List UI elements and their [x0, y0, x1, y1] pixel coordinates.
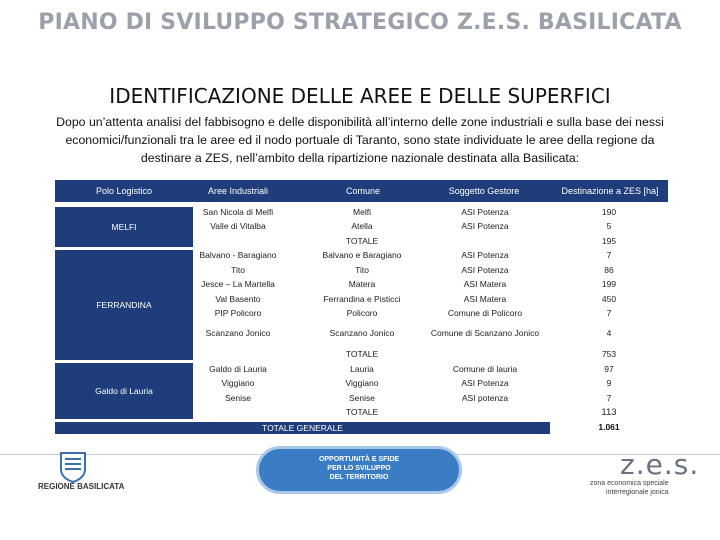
- cell-dest: 450: [601, 294, 617, 304]
- cell-comune: Melfi: [353, 207, 371, 217]
- cell-soggetto: ASI Potenza: [461, 250, 509, 260]
- cell-area: Senise: [225, 393, 251, 403]
- header-band: [542, 180, 552, 202]
- banner-line: PER LO SVILUPPO: [327, 465, 391, 472]
- header-aree: Aree Industriali: [200, 180, 276, 202]
- cell-soggetto: ASI Matera: [463, 294, 507, 304]
- cell-dest: 5: [606, 221, 612, 231]
- intro-line: destinare a ZES, nell’ambito della ripartizione nazionale destinata alla Basilicata:: [140, 151, 580, 165]
- header-band: [401, 180, 426, 202]
- cell-soggetto: Comune di lauria: [452, 364, 518, 374]
- cell-area: Viggiano: [221, 378, 255, 388]
- cell-soggetto: ASI potenza: [461, 393, 509, 403]
- cell-area: PIP Policoro: [214, 308, 262, 318]
- cell-dest: 97: [604, 364, 614, 374]
- cell-area: San Nicola di Melfi: [202, 207, 274, 217]
- cell-area: Val Basento: [215, 294, 261, 304]
- cell-soggetto: ASI Potenza: [461, 207, 509, 217]
- totale-generale-bar: TOTALE GENERALE: [55, 422, 550, 434]
- cell-comune: Viggiano: [345, 378, 379, 388]
- cell-soggetto: ASI Matera: [463, 279, 507, 289]
- banner-text: [256, 455, 462, 482]
- header-comune: Comune: [325, 180, 401, 202]
- page-title: PIANO DI SVILUPPO STRATEGICO Z.E.S. BASILICATA: [38, 10, 682, 35]
- regione-label: REGIONE BASILICATA: [38, 482, 125, 491]
- cell-dest: 4: [606, 328, 612, 338]
- cell-dest: 9: [606, 378, 612, 388]
- cell-area: Jesce – La Martella: [201, 279, 275, 289]
- cell-dest: 199: [601, 279, 617, 289]
- cell-soggetto: ASI Potenza: [461, 221, 509, 231]
- cell-dest: 7: [606, 250, 612, 260]
- zes-caption: interregionale jonica: [606, 489, 669, 496]
- cell-totale: TOTALE: [345, 236, 379, 246]
- polo-melfi: MELFI: [55, 207, 193, 247]
- zes-logo: z.e.s.: [620, 448, 700, 481]
- cell-soggetto: ASI Potenza: [461, 378, 509, 388]
- cell-soggetto: Comune di Policoro: [447, 308, 523, 318]
- cell-comune: Policoro: [346, 308, 378, 318]
- cell-area: Galdo di Lauria: [209, 364, 267, 374]
- polo-galdo: Galdo di Lauria: [55, 363, 193, 419]
- cell-comune: Senise: [349, 393, 375, 403]
- polo-ferrandina: FERRANDINA: [55, 250, 193, 360]
- cell-dest: 195: [601, 236, 617, 246]
- zes-caption: zona economica speciale: [590, 480, 669, 487]
- cell-area: Tito: [231, 265, 245, 275]
- cell-totale: TOTALE: [345, 349, 379, 359]
- cell-totale: TOTALE: [345, 407, 379, 417]
- cell-comune: Matera: [348, 279, 376, 289]
- cell-area: Valle di Vitalba: [210, 221, 266, 231]
- intro-line: economici/funzionali tra le aree ed il nodo portuale di Taranto, sono state individuate le aree della regione da: [65, 133, 655, 147]
- cell-area: Scanzano Jonico: [205, 328, 271, 338]
- header-soggetto: Soggetto Gestore: [426, 180, 542, 202]
- cell-comune: Atella: [351, 221, 373, 231]
- header-polo: Polo Logistico: [55, 180, 193, 202]
- cell-comune: Lauria: [350, 364, 374, 374]
- header-destinazione: Destinazione a ZES [ha]: [552, 180, 668, 202]
- cell-dest: 113: [601, 407, 617, 418]
- cell-comune: Tito: [355, 265, 369, 275]
- cell-dest: 190: [601, 207, 617, 217]
- grand-total-value: 1.061: [598, 422, 620, 432]
- cell-dest: 753: [601, 349, 617, 359]
- slide-subtitle: IDENTIFICAZIONE DELLE AREE E DELLE SUPERFICI: [109, 84, 611, 108]
- cell-area: Balvano - Baragiano: [199, 250, 277, 260]
- cell-soggetto: Comune di Scanzano Jonico: [430, 328, 540, 338]
- cell-comune: Balvano e Baragiano: [322, 250, 402, 260]
- cell-dest: 86: [604, 265, 614, 275]
- header-band: [276, 180, 325, 202]
- header-band: [193, 180, 200, 202]
- cell-comune: Scanzano Jonico: [329, 328, 395, 338]
- cell-soggetto: ASI Potenza: [461, 265, 509, 275]
- intro-paragraph: [30, 113, 690, 167]
- cell-comune: Ferrandina e Pisticci: [323, 294, 401, 304]
- banner-line: OPPORTUNITÀ E SFIDE: [318, 456, 400, 463]
- intro-line: Dopo un’attenta analisi del fabbisogno e delle disponibilità all’interno delle zone industriali e sulla base dei nessi: [56, 115, 664, 129]
- cell-dest: 7: [606, 308, 612, 318]
- cell-dest: 7: [606, 393, 612, 403]
- regione-coat-of-arms-icon: [58, 451, 88, 483]
- banner-line: DEL TERRITORIO: [329, 474, 389, 481]
